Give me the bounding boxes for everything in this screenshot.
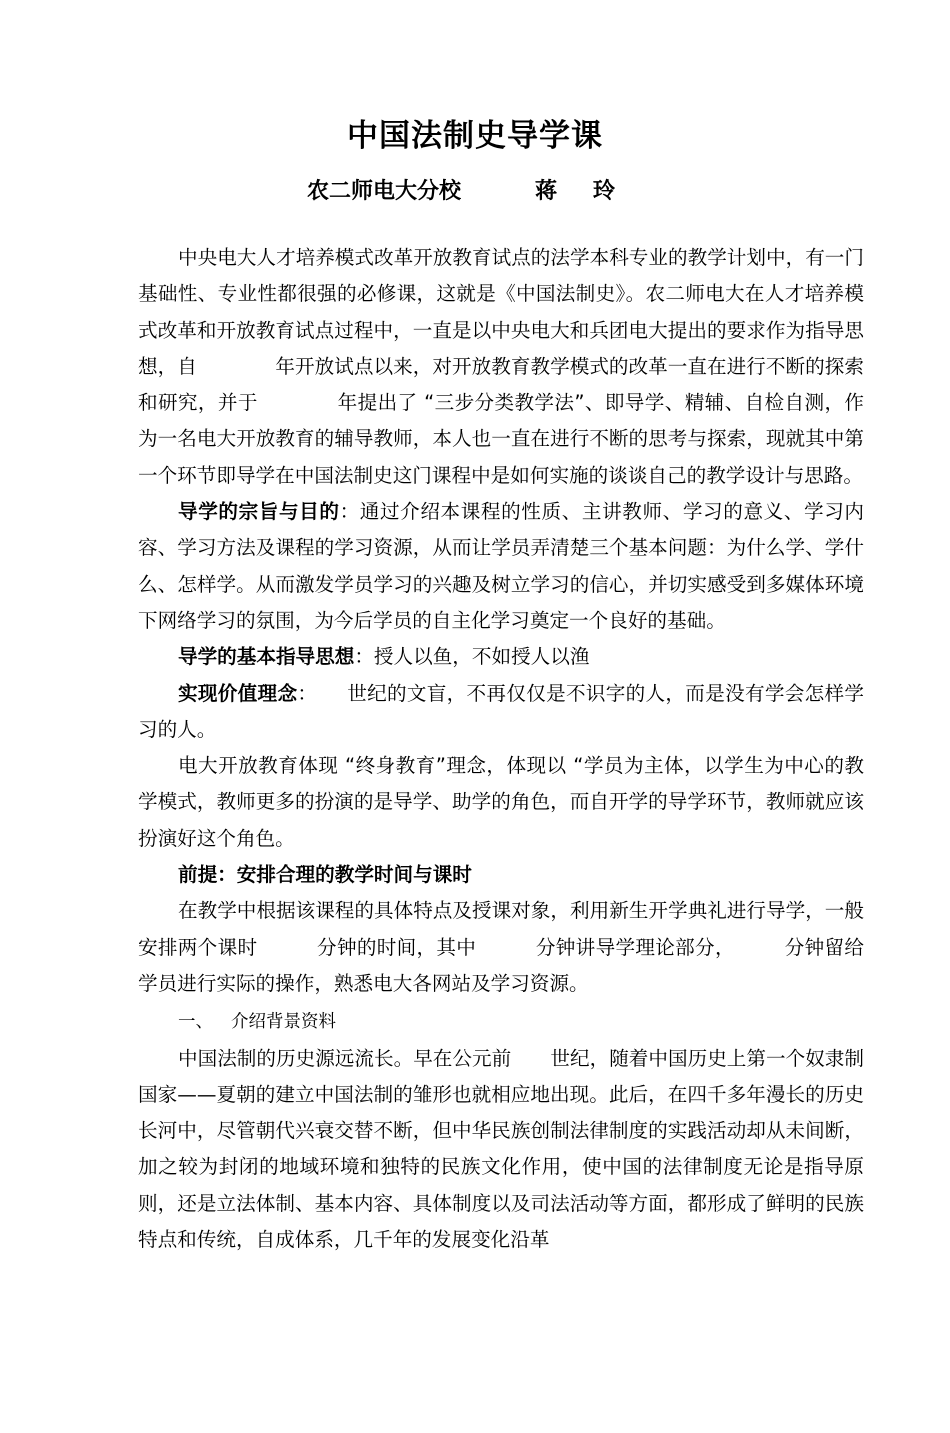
section-title: 介绍背景资料 bbox=[231, 1012, 336, 1033]
value-paragraph bbox=[138, 676, 864, 749]
guiding-paragraph bbox=[138, 639, 864, 675]
document-body bbox=[138, 240, 864, 1258]
history-paragraph: 中国法制的历史源远流长。早在公元前 世纪，随着中国历史上第一个奴隶制国家——夏朝的建立中国法制的雏形也就相应地出现。此后，在四千多年漫长的历史长河中，尽管朝代兴衰交替不断，但中华民族创制法律制度的实践活动却从未间断，加之较为封闭的地域环境和独特的民族文化作用，使中国的法律制度无论是指导原则，还是立法体制、基本内容、具体制度以及司法活动等方面，都形成了鲜明的民族特点和传统，自成体系，几千年的发展变化沿革 bbox=[138, 1046, 864, 1252]
guiding-text: ：授人以鱼，不如授人以渔 bbox=[354, 645, 590, 669]
premise-heading: 前提：安排合理的教学时间与课时 bbox=[178, 863, 472, 887]
document-title: 中国法制史导学课 bbox=[347, 118, 603, 154]
purpose-paragraph bbox=[138, 494, 864, 639]
author-name: 蒋玲 bbox=[535, 179, 652, 204]
guiding-label: 导学的基本指导思想 bbox=[178, 645, 355, 669]
intro-paragraph: 中央电大人才培养模式改革开放教育试点的法学本科专业的教学计划中，有一门基础性、专业性都很强的必修课，这就是《中国法制史》。农二师电大在人才培养模式改革和开放教育试点过程中，一直是以中央电大和兵团电大提出的要求作为指导思想，自 年开放试点以来，对开放教育教学模式的改革一直在进行不断的探索和研究，并于 年提出了 “三步分类教学法”、即导学、精辅、自检自测，作为一名电大开放教育的辅导教师，本人也一直在进行不断的思考与探索，现就其中第一个环节即导学在中国法制史这门课程中是如何实施的谈谈自己的教学设计与思路。 bbox=[138, 246, 864, 487]
value-label: 实现价值理念 bbox=[178, 681, 298, 705]
purpose-label: 导学的宗旨与目的 bbox=[178, 500, 340, 524]
author-organization: 农二师电大分校 bbox=[307, 179, 462, 204]
section-number: 一、 bbox=[178, 1012, 213, 1033]
section-heading bbox=[138, 1004, 864, 1040]
arrangement-paragraph: 在教学中根据该课程的具体特点及授课对象，利用新生开学典礼进行导学，一般安排两个课时 分钟的时间，其中 分钟讲导学理论部分， 分钟留给学员进行实际的操作，熟悉电大各网站及学习资源。 bbox=[138, 899, 864, 995]
value-text: ： 世纪的文盲，不再仅仅是不识字的人，而是没有学会怎样学习的人。 bbox=[138, 681, 865, 741]
purpose-text: ：通过介绍本课程的性质、主讲教师、学习的意义、学习内容、学习方法及课程的学习资源，从而让学员弄清楚三个基本问题：为什么学、学什么、怎样学。从而激发学员学习的兴趣及树立学习的信心，并切实感受到多媒体环境下网络学习的氛围，为今后学员的自主化学习奠定一个良好的基础。 bbox=[138, 500, 865, 632]
open-education-paragraph: 电大开放教育体现 “终身教育”理念，体现以 “学员为主体，以学生为中心的教学模式，教师更多的扮演的是导学、助学的角色，而自开学的导学环节，教师就应该扮演好这个角色。 bbox=[138, 754, 864, 850]
